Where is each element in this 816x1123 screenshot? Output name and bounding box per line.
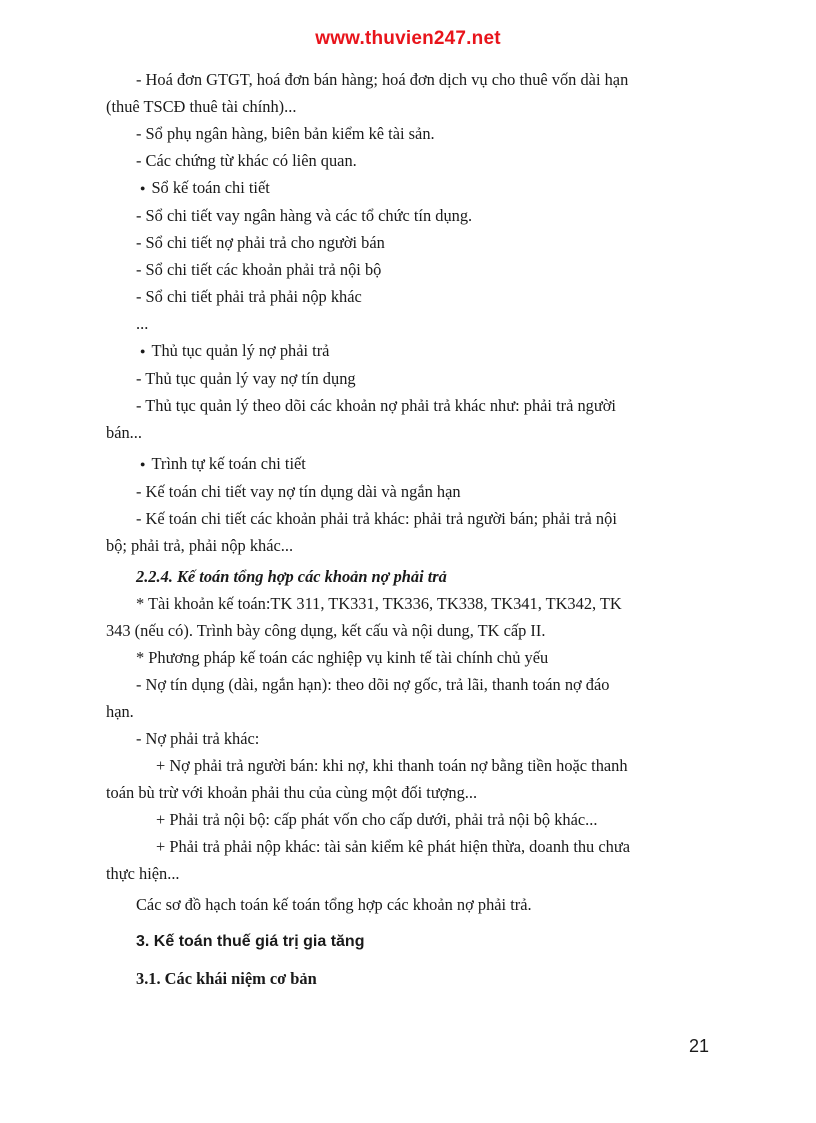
section-heading-2-2-4: 2.2.4. Kế toán tổng hợp các khoản nợ phải trả	[136, 567, 447, 586]
text-line: - Sổ chi tiết vay ngân hàng và các tổ chức tín dụng.	[136, 206, 473, 225]
text-line: - Các chứng từ khác có liên quan.	[136, 151, 357, 170]
text-line: thực hiện...	[106, 864, 180, 883]
document-body	[104, 66, 724, 992]
text-line: - Hoá đơn GTGT, hoá đơn bán hàng; hoá đơn dịch vụ cho thuê vốn dài hạn	[136, 70, 629, 89]
text-line: toán bù trừ với khoản phải thu của cùng một đối tượng...	[106, 783, 478, 802]
text-line: - Nợ phải trả khác:	[136, 729, 260, 748]
ellipsis-line: ...	[136, 314, 149, 333]
text-line: 343 (nếu có). Trình bày công dụng, kết cấu và nội dung, TK cấp II.	[106, 621, 546, 640]
text-line: - Sổ phụ ngân hàng, biên bản kiểm kê tài sản.	[136, 124, 435, 143]
text-line: (thuê TSCĐ thuê tài chính)...	[106, 97, 297, 116]
text-line: * Tài khoản kế toán:TK 311, TK331, TK336, TK338, TK341, TK342, TK	[136, 594, 622, 613]
text-line: - Kế toán chi tiết vay nợ tín dụng dài và ngắn hạn	[136, 482, 461, 501]
text-line: - Kế toán chi tiết các khoản phải trả khác: phải trả người bán; phải trả nội	[136, 509, 617, 528]
section-heading-3: 3. Kế toán thuế giá trị gia tăng	[136, 933, 365, 950]
page-number: 21	[689, 1036, 710, 1056]
text-line: - Thủ tục quản lý theo dõi các khoản nợ phải trả khác như: phải trả người	[136, 396, 616, 415]
text-line: - Sổ chi tiết phải trả phải nộp khác	[136, 287, 362, 306]
text-line: - Sổ chi tiết nợ phải trả cho người bán	[136, 233, 385, 252]
text-line: bán...	[106, 423, 142, 442]
watermark-link[interactable]: www.thuvien247.net	[315, 28, 501, 49]
bullet-heading: ● Trình tự kế toán chi tiết	[104, 450, 724, 478]
text-line: bộ; phải trả, phải nộp khác...	[106, 536, 294, 555]
section-heading-3-1: 3.1. Các khái niệm cơ bản	[136, 969, 317, 988]
text-line: + Phải trả nội bộ: cấp phát vốn cho cấp dưới, phải trả nội bộ khác...	[156, 810, 598, 829]
text-line: hạn.	[106, 702, 134, 721]
text-line: Các sơ đồ hạch toán kế toán tổng hợp các khoản nợ phải trả.	[136, 895, 532, 914]
text-line: - Thủ tục quản lý vay nợ tín dụng	[136, 369, 356, 388]
text-line: - Nợ tín dụng (dài, ngắn hạn): theo dõi nợ gốc, trả lãi, thanh toán nợ đáo	[136, 675, 610, 694]
text-line: + Nợ phải trả người bán: khi nợ, khi thanh toán nợ bằng tiền hoặc thanh	[156, 756, 628, 775]
text-line: * Phương pháp kế toán các nghiệp vụ kinh tế tài chính chủ yếu	[136, 648, 549, 667]
bullet-heading: ● Thủ tục quản lý nợ phải trả	[104, 337, 724, 365]
text-line: + Phải trả phải nộp khác: tài sản kiểm kê phát hiện thừa, doanh thu chưa	[156, 837, 630, 856]
bullet-heading: ● Sổ kế toán chi tiết	[104, 174, 724, 202]
text-line: - Sổ chi tiết các khoản phải trả nội bộ	[136, 260, 382, 279]
